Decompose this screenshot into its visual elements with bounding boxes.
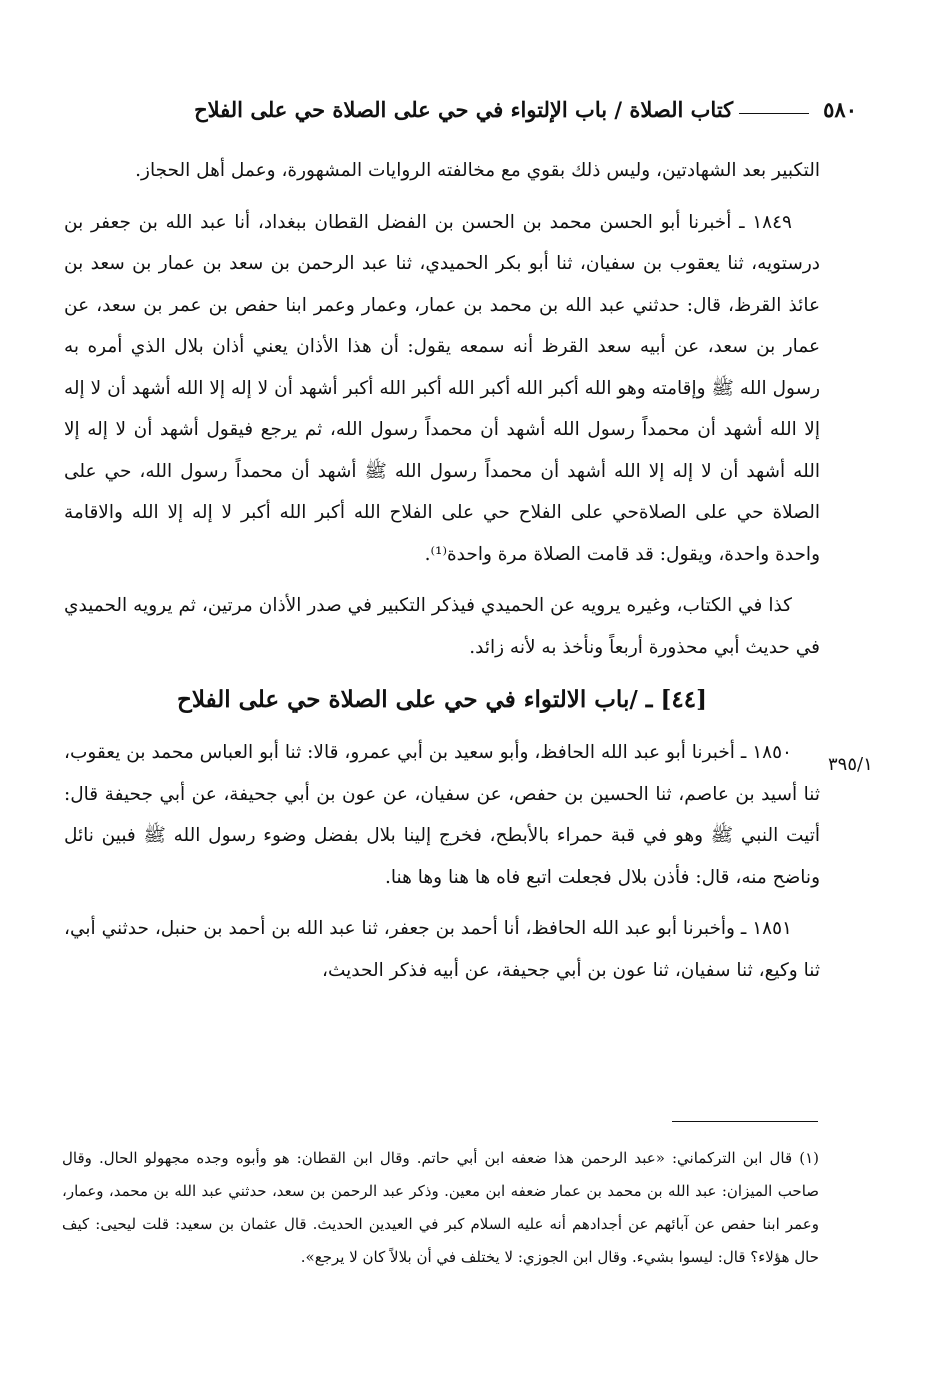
running-title: كتاب الصلاة / باب الإلتواء في حي على الصلاة حي على الفلاح — [194, 97, 734, 122]
hadith-1850: ١٨٥٠ ـ أخبرنا أبو عبد الله الحافظ، وأبو سعيد بن أبي عمرو، قالا: ثنا أبو العباس محمد بن يعقوب، ثنا أسيد بن عاصم، ثنا الحسين بن حفص، عن سفيان، عن عون بن أبي جحيفة، عن أبي جحيفة قال: أتيت النبي ﷺ وهو في قبة حمراء بالأبطح، فخرج إلينا بلال بفضل وضوء رسول الله ﷺ فبين نائل وناضح منه، قال: فأذن بلال فجعلت اتبع فاه ها هنا وها هنا. — [64, 742, 820, 888]
page-number: ٥٨٠ — [823, 97, 857, 122]
chapter-title: [٤٤] ـ /باب الالتواء في حي على الصلاة حي على الفلاح — [177, 686, 707, 713]
margin-reference: ٣٩٥/١ — [828, 754, 873, 775]
page-header — [62, 86, 857, 122]
footnote-divider — [672, 1121, 818, 1122]
footnote-1: (١) قال ابن التركماني: «عبد الرحمن هذا ضعفه ابن أبي حاتم. وقال ابن القطان: هو وأبوه وجده مجهولو الحال. وقال صاحب الميزان: عبد الله بن محمد بن عمار ضعفه ابن معين. وذكر عبد الرحمن بن سعد، حدثني عبد الله بن محمد، وعمار، وعمر ابنا حفص عن آبائهم عن أجدادهم أنه عليه السلام كبر في العيدين الحديث. قال عثمان بن سعيد: قلت ليحيى: كيف حال هؤلاء؟ قال: ليسوا بشيء. وقال ابن الجوزي: لا يختلف في أن بلالاً كان لا يرجع». — [62, 1149, 819, 1266]
paragraph: كذا في الكتاب، وغيره يرويه عن الحميدي فيذكر التكبير في صدر الأذان مرتين، ثم يرويه الحميدي في حديث أبي محذورة أربعاً ونأخذ به لأنه زائد. — [64, 595, 820, 658]
paragraph: التكبير بعد الشهادتين، وليس ذلك بقوي مع مخالفته الروايات المشهورة، وعمل أهل الحجاز. — [135, 160, 820, 181]
main-text — [64, 150, 820, 1001]
hadith-1851: ١٨٥١ ـ وأخبرنا أبو عبد الله الحافظ، أنا أحمد بن جعفر، ثنا عبد الله بن أحمد بن حنبل، حدثني أبي، ثنا وكيع، ثنا سفيان، ثنا عون بن أبي جحيفة، عن أبيه فذكر الحديث، — [64, 918, 820, 981]
header-rule — [739, 113, 809, 114]
footnotes — [62, 1142, 819, 1274]
hadith-1849: ١٨٤٩ ـ أخبرنا أبو الحسن محمد بن الحسن بن الفضل القطان ببغداد، أنا عبد الله بن جعفر بن درستويه، ثنا يعقوب بن سفيان، ثنا أبو بكر الحميدي، ثنا عبد الرحمن بن سعد بن عمار بن سعد بن عائذ القرظ، قال: حدثني عبد الله بن محمد بن عمار، وعمار وعمر ابنا حفص بن عمر بن سعد، عن عمار بن سعد، عن أبيه سعد القرظ أنه سمعه يقول: أن هذا الأذان يعني أذان بلال الذي أمره به رسول الله ﷺ وإقامته وهو الله أكبر الله أكبر الله أكبر الله أكبر أشهد أن لا إله إلا الله أشهد أن لا إله إلا الله أشهد أن محمداً رسول الله أشهد أن محمداً رسول الله، ثم يرجع فيقول أشهد أن لا إله إلا الله أشهد أن لا إله إلا الله أشهد أن محمداً رسول الله ﷺ أشهد أن محمداً رسول الله، حي على الصلاة حي على الصلاةحي على الفلاح حي على الفلاح الله أكبر الله أكبر لا إله إلا الله والاقامة واحدة واحدة، ويقول: قد قامت الصلاة مرة واحدة⁽¹⁾. — [64, 211, 820, 565]
